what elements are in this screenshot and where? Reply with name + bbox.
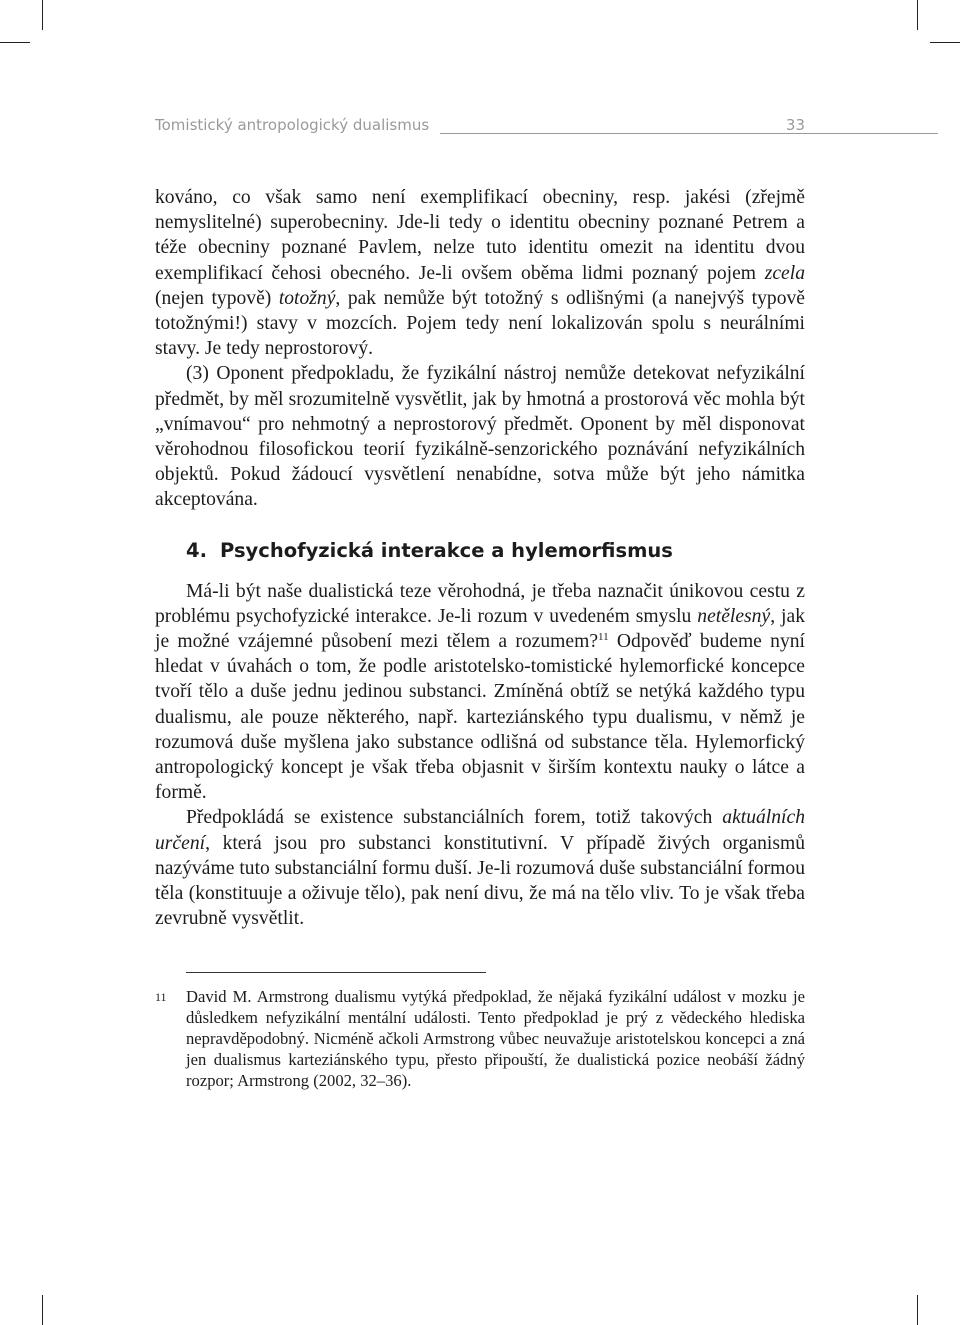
crop-mark-top-right-horizontal (930, 42, 960, 43)
paragraph-3-text-a: Má-li být naše dualistická teze věrohodná, je třeba naznačit únikovou cestu z problému psychofyzické interakce. Je-li rozum v uvedeném smyslu (155, 580, 805, 627)
running-header-title: Tomistický antropologický dualismus (155, 116, 430, 134)
paragraph-1-italic-totozny: totožný (278, 287, 336, 309)
paragraph-1-text-b: (nejen typově) (155, 287, 279, 309)
paragraph-1 (155, 185, 805, 361)
footnote-text: David M. Armstrong dualismu vytýká předpoklad, že nějaká fyzikální událost v mozku je důsledkem nefyzikální mentální události. Tento předpoklad je prý z vědeckého hlediska nepravděpodobný. Nicméně ačkoli Armstrong vůbec neuvažuje aristotelskou koncepci a zná jen dualismus karteziánského typu, přesto připouští, že dualistická pozice neobáší žádný rozpor; Armstrong (2002, 32–36). (186, 987, 805, 1091)
paragraph-3 (155, 579, 805, 806)
footnote-separator (186, 972, 486, 973)
page-body (155, 185, 805, 1092)
section-heading-title: Psychofyzická interakce a hylemorfismus (220, 538, 673, 562)
section-heading (155, 539, 805, 563)
page-number: 33 (785, 116, 805, 134)
footnote-number: 11 (155, 990, 167, 1005)
paragraph-1-text-c: , pak nemůže být totožný s odlišnými (a nanejvýš typově totožnými!) stavy v mozcích. Pojem tedy není lokalizován spolu s neurálními stavy. Je tedy neprostorový. (155, 287, 806, 360)
section-heading-number: 4. (186, 538, 207, 562)
running-header-rule (440, 133, 938, 134)
paragraph-4-text-a: Předpokládá se existence substanciálních forem, totiž takových (186, 807, 723, 829)
paragraph-1-italic-zcela: zcela (764, 262, 805, 284)
crop-mark-top-right-vertical (917, 0, 918, 30)
paragraph-3-italic-netelesny: netělesný (697, 605, 771, 627)
crop-mark-top-left-vertical (42, 0, 43, 30)
crop-mark-bottom-left-vertical (42, 1295, 43, 1325)
crop-mark-top-left-horizontal (0, 42, 30, 43)
running-header (155, 116, 805, 138)
footnote-11 (155, 987, 805, 1092)
paragraph-1-text-a: kováno, co však samo není exemplifikací obecniny, resp. jakési (zřejmě nemyslitelné) superobecniny. Jde-li tedy o identitu obecniny poznané Petrem a téže obecniny poznané Pavlem, nelze tuto identitu omezit na identitu dvou exemplifikací čehosi obecného. Je-li ovšem oběma lidmi poznaný pojem (155, 187, 805, 284)
crop-mark-bottom-right-vertical (917, 1295, 918, 1325)
paragraph-4-italic-aktualnich-urceni: aktuálních určení (155, 807, 805, 854)
paragraph-3-text-c: Odpověď budeme nyní hledat v úvahách o tom, že podle aristotelsko-tomistické hylemorfické koncepce tvoří tělo a duše jednu jedinou substanci. Zmíněná obtíž se netýká každého typu dualismu, ale pouze některého, např. karteziánského typu dualismu, v němž je rozumová duše myšlena jako substance odlišná od substance těla. Hylemorfický antropologický koncept je však třeba objasnit v širším kontextu nauky o látce a formě. (155, 631, 805, 804)
paragraph-3-text-b: , jak je možné vzájemné působení mezi tělem a rozumem? (155, 605, 805, 653)
paragraph-4 (155, 805, 805, 931)
paragraph-4-text-b: , která jsou pro substanci konstitutivní. V případě živých organismů nazýváme tuto substanciální formu duší. Je-li rozumová duše substanciální formou těla (konstituuje a oživuje tělo), pak není divu, že má na tělo vliv. To je však třeba zevrubně vysvětlit. (155, 832, 805, 930)
footnote-reference-11[interactable]: 11 (598, 631, 609, 644)
paragraph-2: (3) Oponent předpokladu, že fyzikální nástroj nemůže detekovat nefyzikální předmět, by měl srozumitelně vysvětlit, jak by hmotná a prostorová věc mohla být „vnímavou“ pro nehmotný a neprostorový předmět. Oponent by měl disponovat věrohodnou filosofickou teorií fyzikálně-senzorického poznávání nefyzikálních objektů. Pokud žádoucí vysvětlení nenabídne, sotva může být jeho námitka akceptována. (155, 363, 805, 511)
